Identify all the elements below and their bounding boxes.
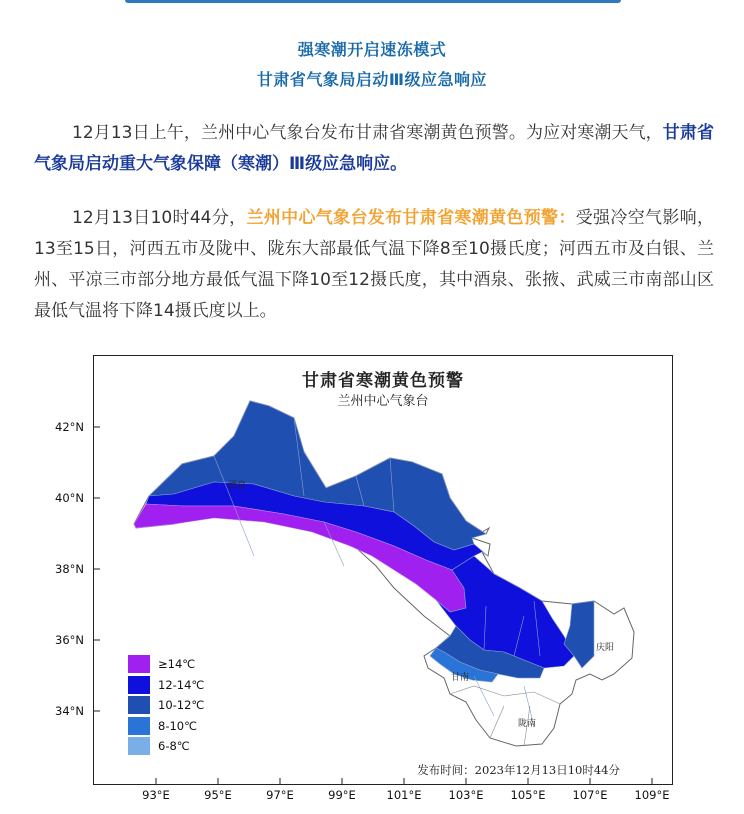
paragraph-1-emphasis: 甘肃省气象局启动重大气象保障（寒潮）Ⅲ级应急响应。 [34, 123, 715, 174]
lon-label: 101°E [386, 788, 422, 802]
lat-label: 40°N [55, 491, 84, 505]
lon-label: 105°E [510, 788, 546, 802]
legend-item [128, 654, 204, 675]
warning-map [55, 355, 673, 802]
paragraph-2-emphasis: 兰州中心气象台发布甘肃省寒潮黄色预警： [246, 208, 576, 228]
top-rule [125, 0, 621, 3]
legend-item [128, 736, 204, 757]
lon-ticks [156, 778, 652, 784]
legend-label: 10-12℃ [158, 698, 205, 713]
paragraph-1 [34, 118, 714, 180]
paragraph-2-time: 12月13日10时44分， [72, 208, 247, 228]
legend-label: 12-14℃ [158, 677, 205, 692]
lon-label: 99°E [328, 788, 356, 802]
headline-subtitle: 甘肃省气象局启动Ⅲ级应急响应 [256, 70, 488, 89]
city-label-gannan: 甘南 [451, 673, 470, 683]
legend-item [128, 716, 204, 737]
legend-item [128, 675, 204, 696]
lon-label: 95°E [204, 788, 232, 802]
lat-label: 38°N [55, 562, 84, 576]
city-label-longnan: 陇南 [518, 719, 537, 729]
headline-title: 强寒潮开启速冻模式 [297, 40, 447, 59]
lon-label: 107°E [572, 788, 608, 802]
lat-label: 42°N [55, 420, 84, 434]
issue-time: 发布时间：2023年12月13日10时44分 [417, 763, 620, 777]
city-label-qingyang: 庆阳 [596, 643, 615, 653]
legend-swatch [128, 676, 150, 694]
city-label-jiuquan: 酒泉 [228, 481, 247, 491]
legend-swatch [128, 737, 150, 755]
lon-label: 97°E [266, 788, 294, 802]
lat-ticks [94, 427, 100, 711]
legend-swatch [128, 655, 150, 673]
legend-swatch [128, 717, 150, 735]
province-outline [134, 401, 634, 746]
lat-label: 36°N [55, 633, 84, 647]
map-legend [128, 654, 204, 757]
lon-label: 93°E [142, 788, 170, 802]
lon-label: 103°E [448, 788, 484, 802]
legend-item [128, 695, 204, 716]
paragraph-1-text: 12月13日上午，兰州中心气象台发布甘肃省寒潮黄色预警。为应对寒潮天气， [72, 123, 663, 143]
legend-label: 8-10℃ [158, 718, 198, 733]
map-title: 甘肃省寒潮黄色预警 [302, 371, 464, 391]
paragraph-2 [34, 203, 714, 327]
lat-label: 34°N [55, 704, 84, 718]
lon-label: 109°E [634, 788, 670, 802]
map-subtitle: 兰州中心气象台 [337, 394, 429, 409]
paragraph-2-text: 受强冷空气影响，13至15日，河西五市及陇中、陇东大部最低气温下降8至10摄氏度；河西五市及白银、兰州、平凉三市部分地方最低气温下降10至12摄氏度，其中酒泉、张掖、武威三市南部山区最低气温将下降14摄氏度以上。 [34, 208, 715, 321]
legend-label: ≥14℃ [158, 657, 196, 672]
legend-swatch [128, 696, 150, 714]
legend-label: 6-8℃ [158, 739, 190, 754]
